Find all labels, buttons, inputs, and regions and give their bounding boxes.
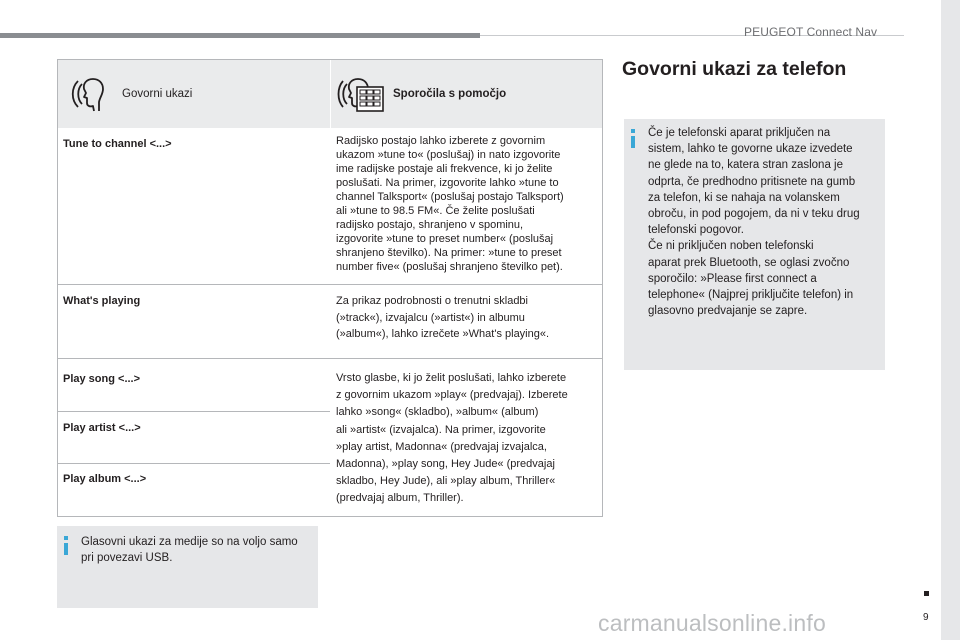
command-description: Za prikaz podrobnosti o trenutni skladbi (»track«), izvajalcu (»artist«) in albumu (»album«), lahko izrečete »What's playing«.	[336, 295, 550, 340]
info-note-media	[57, 526, 318, 608]
command-label: Play album <...>	[63, 473, 147, 485]
info-note-phone	[624, 119, 885, 370]
row-divider	[58, 284, 602, 285]
top-rule-bar	[0, 33, 480, 38]
header-label-messages: Sporočila s pomočjo	[393, 88, 507, 100]
voice-message-icon	[337, 74, 385, 114]
page-edge-strip	[941, 0, 960, 640]
row-divider	[58, 463, 330, 464]
page-number: 9	[923, 612, 929, 623]
command-label: What's playing	[63, 295, 141, 307]
command-label: Play song <...>	[63, 373, 141, 385]
page-marker	[924, 591, 929, 596]
command-label: Play artist <...>	[63, 422, 141, 434]
page-header-title: PEUGEOT Connect Nav	[744, 25, 878, 39]
command-description: Vrsto glasbe, ki jo želit poslušati, lahko izberete z govornim ukazom »play« (predvajaj). Izberete lahko »song« (skladbo), »album« (album) ali »artist« (izvajalca). Na primer, izgovorite »play artist, Madonna« (predvajaj izvajalca, Madonna), »play song, Hey Jude« (predvajaj skladbo, Hey Jude), ali »play album, Thriller« (predvajaj album, Thriller).	[336, 372, 568, 505]
section-title: Govorni ukazi za telefon	[622, 58, 847, 80]
info-note-text: Če je telefonski aparat priključen na sistem, lahko te govorne ukaze izvedete ne glede na to, katera stran zaslona je odprta, če predhodno pritisnete na gumb za telefon, ki se nahaja na volanskem obroču, in pod pogojem, da ni v teku drug telefonski pogovor. Če ni priključen noben telefonski aparat prek Bluetooth, se oglasi zvočno sporočilo: »Please first connect a telephone« (Najprej priključite telefon) in glasovno predvajanje se zapre.	[648, 127, 860, 318]
command-description: Radijsko postajo lahko izberete z govornim ukazom »tune to« (poslušaj) in nato izgovorite ime radijske postaje ali frekvence, ki jo želite poslušati. Na primer, izgovorite lahko »tune to channel Talksport« (poslušaj postajo Talksport) ali »tune to 98.5 FM«. Če želite poslušati radijsko postajo, shranjeno v spominu, izgovorite »tune to preset number« (poslušaj shranjeno številko). Na primer: »tune to preset number five« (poslušaj shranjeno številko pet).	[336, 135, 564, 273]
table-header	[58, 60, 602, 128]
header-cell-messages	[337, 60, 506, 128]
info-note-text: Glasovni ukazi za medije so na voljo samo pri povezavi USB.	[81, 536, 298, 565]
row-divider	[58, 358, 602, 359]
header-label-commands: Govorni ukazi	[122, 88, 193, 100]
voice-commands-table	[57, 59, 603, 517]
watermark: carmanualsonline.info	[598, 610, 826, 636]
row-divider	[58, 411, 330, 412]
voice-command-icon	[66, 74, 114, 114]
command-label: Tune to channel <...>	[63, 138, 172, 150]
header-cell-commands	[66, 60, 192, 128]
header-divider	[330, 60, 331, 128]
